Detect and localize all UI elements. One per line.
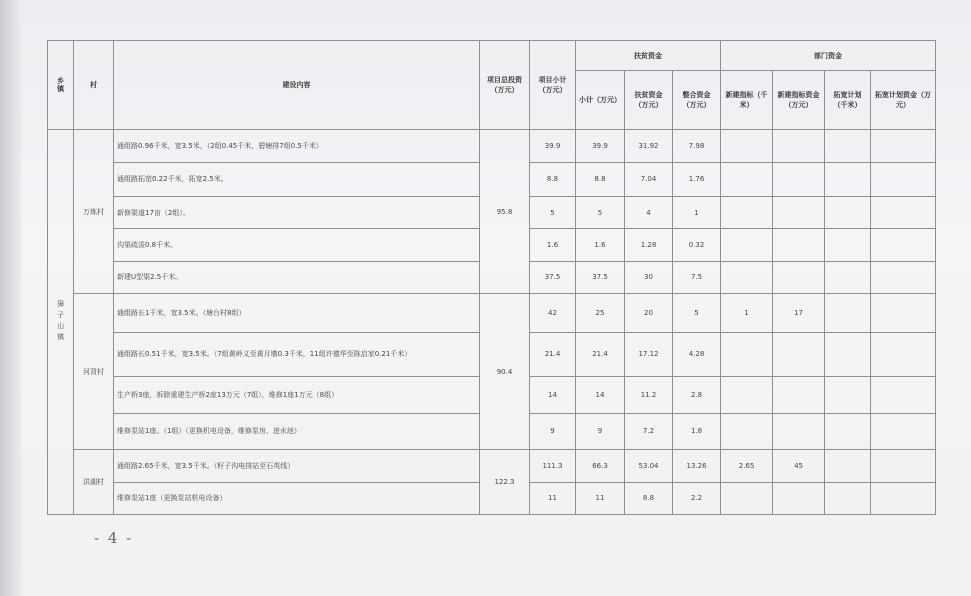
cell-d4 xyxy=(871,377,936,413)
cell-d4 xyxy=(871,413,936,449)
cell-pf-integrate: 5 xyxy=(673,294,721,332)
cell-pf-integrate: 7.98 xyxy=(673,130,721,162)
cell-pf-poverty: 31.92 xyxy=(625,130,673,162)
header-content: 建设内容 xyxy=(114,41,480,130)
cell-d1 xyxy=(721,196,773,228)
cell-subtotal: 1.6 xyxy=(530,229,576,261)
cell-pf-poverty: 4 xyxy=(625,196,673,228)
cell-d1: 2.65 xyxy=(721,450,773,482)
cell-d2 xyxy=(773,229,825,261)
cell-d1 xyxy=(721,130,773,162)
cell-d4 xyxy=(871,450,936,482)
header-poverty-funds: 扶贫资金 xyxy=(576,41,721,71)
header-df-new-index-funds: 新建指标资金（万元） xyxy=(773,71,825,130)
cell-d3 xyxy=(825,332,871,377)
cell-d3 xyxy=(825,261,871,293)
cell-subtotal: 21.4 xyxy=(530,332,576,377)
cell-pf-integrate: 7.5 xyxy=(673,261,721,293)
cell-d3 xyxy=(825,229,871,261)
cell-d4 xyxy=(871,332,936,377)
table-row-content: 新修渠道17亩（2组）。 xyxy=(114,196,480,228)
cell-d4 xyxy=(871,162,936,196)
cell-pf-integrate: 1.76 xyxy=(673,162,721,196)
table-row-content: 生产桥3座，拆除重建生产桥2座13万元（7组），维修1座1万元（8组） xyxy=(114,377,480,413)
cell-pf-integrate: 2.2 xyxy=(673,482,721,514)
header-dept-funds: 部门资金 xyxy=(721,41,936,71)
table-row-content: 通组路2.65千米，宽3.5千米。（籽子沟电排站至石英线） xyxy=(114,450,480,482)
cell-pf-subtotal: 9 xyxy=(576,413,625,449)
cell-d2 xyxy=(773,413,825,449)
table-row-content: 通组路长1千米，宽3.5米。（塘台村8组） xyxy=(114,294,480,332)
cell-pf-poverty: 1.28 xyxy=(625,229,673,261)
cell-d3 xyxy=(825,294,871,332)
cell-d3 xyxy=(825,196,871,228)
cell-d4 xyxy=(871,261,936,293)
header-pf-subtotal: 小计（万元） xyxy=(576,71,625,130)
cell-pf-integrate: 0.32 xyxy=(673,229,721,261)
cell-subtotal: 39.9 xyxy=(530,130,576,162)
cell-pf-integrate: 4.28 xyxy=(673,332,721,377)
cell-pf-poverty: 7.2 xyxy=(625,413,673,449)
header-township: 乡镇 xyxy=(48,41,74,130)
header-df-expand-plan: 拓宽计划（千米） xyxy=(825,71,871,130)
header-total-invest: 项目总投资（万元） xyxy=(480,41,530,130)
cell-d2 xyxy=(773,162,825,196)
cell-d3 xyxy=(825,413,871,449)
cell-d3 xyxy=(825,377,871,413)
village-total: 95.8 xyxy=(480,130,530,294)
cell-subtotal: 9 xyxy=(530,413,576,449)
cell-pf-integrate: 1.8 xyxy=(673,413,721,449)
cell-d2: 45 xyxy=(773,450,825,482)
cell-d2 xyxy=(773,196,825,228)
cell-d1 xyxy=(721,332,773,377)
cell-pf-subtotal: 1.6 xyxy=(576,229,625,261)
cell-d1 xyxy=(721,413,773,449)
cell-d2 xyxy=(773,482,825,514)
cell-d2: 17 xyxy=(773,294,825,332)
cell-d2 xyxy=(773,130,825,162)
cell-subtotal: 14 xyxy=(530,377,576,413)
village-total: 122.3 xyxy=(480,450,530,515)
cell-pf-subtotal: 5 xyxy=(576,196,625,228)
header-project-subtotal: 项目小计（万元） xyxy=(530,41,576,130)
cell-d1 xyxy=(721,261,773,293)
cell-pf-subtotal: 11 xyxy=(576,482,625,514)
cell-pf-subtotal: 25 xyxy=(576,294,625,332)
township-cell: 獐子山镇 xyxy=(48,130,74,515)
table-row-content: 通组路拓宽0.22千米，拓宽2.5米。 xyxy=(114,162,480,196)
table-row-content: 新建U型渠2.5千米。 xyxy=(114,261,480,293)
cell-pf-subtotal: 8.8 xyxy=(576,162,625,196)
cell-d2 xyxy=(773,332,825,377)
cell-d3 xyxy=(825,162,871,196)
cell-pf-integrate: 13.26 xyxy=(673,450,721,482)
header-pf-integrate: 整合资金（万元） xyxy=(673,71,721,130)
header-pf-poverty: 扶贫资金（万元） xyxy=(625,71,673,130)
cell-pf-poverty: 17.12 xyxy=(625,332,673,377)
header-village: 村 xyxy=(74,41,114,130)
project-table xyxy=(47,40,936,515)
cell-d3 xyxy=(825,130,871,162)
cell-d1 xyxy=(721,162,773,196)
cell-pf-integrate: 2.8 xyxy=(673,377,721,413)
cell-pf-poverty: 20 xyxy=(625,294,673,332)
cell-subtotal: 5 xyxy=(530,196,576,228)
cell-d2 xyxy=(773,377,825,413)
cell-d4 xyxy=(871,482,936,514)
village-cell: 洪湖村 xyxy=(74,450,114,515)
page-number: - 4 - xyxy=(94,529,134,547)
cell-pf-subtotal: 21.4 xyxy=(576,332,625,377)
cell-pf-subtotal: 39.9 xyxy=(576,130,625,162)
cell-d1: 1 xyxy=(721,294,773,332)
cell-subtotal: 37.5 xyxy=(530,261,576,293)
cell-pf-poverty: 53.04 xyxy=(625,450,673,482)
header-df-expand-plan-funds: 拓宽计划资金（万元） xyxy=(871,71,936,130)
cell-pf-subtotal: 37.5 xyxy=(576,261,625,293)
table-row-content: 维修泵站1座。（1组）（更换机电设备，维修泵房，进水池） xyxy=(114,413,480,449)
village-cell: 河背村 xyxy=(74,294,114,450)
cell-subtotal: 42 xyxy=(530,294,576,332)
header-df-new-index: 新建指标（千米） xyxy=(721,71,773,130)
table-row-content: 通组路0.96千米，宽3.5米，（2组0.45千米，碧塘排7组0.5千米） xyxy=(114,130,480,162)
cell-pf-poverty: 30 xyxy=(625,261,673,293)
cell-pf-poverty: 7.04 xyxy=(625,162,673,196)
table-row-content: 维修泵站1座（更换泵站机电设备） xyxy=(114,482,480,514)
cell-pf-poverty: 8.8 xyxy=(625,482,673,514)
table-row-content: 通组路长0.51千米，宽3.5米。（7组黄岭义至黄月墩0.3千米，11组许德华至陈启家0.21千米） xyxy=(114,332,480,377)
cell-d1 xyxy=(721,482,773,514)
cell-pf-poverty: 11.2 xyxy=(625,377,673,413)
village-total: 90.4 xyxy=(480,294,530,450)
cell-d1 xyxy=(721,377,773,413)
cell-pf-subtotal: 14 xyxy=(576,377,625,413)
cell-d1 xyxy=(721,229,773,261)
cell-subtotal: 111.3 xyxy=(530,450,576,482)
village-cell: 万炼村 xyxy=(74,130,114,294)
cell-d2 xyxy=(773,261,825,293)
cell-pf-integrate: 1 xyxy=(673,196,721,228)
table-row-content: 沟渠疏浚0.8千米。 xyxy=(114,229,480,261)
cell-pf-subtotal: 66.3 xyxy=(576,450,625,482)
cell-d4 xyxy=(871,130,936,162)
cell-d4 xyxy=(871,294,936,332)
cell-d3 xyxy=(825,450,871,482)
cell-d4 xyxy=(871,196,936,228)
page-edge-shadow xyxy=(0,0,22,596)
cell-subtotal: 11 xyxy=(530,482,576,514)
cell-d4 xyxy=(871,229,936,261)
cell-subtotal: 8.8 xyxy=(530,162,576,196)
cell-d3 xyxy=(825,482,871,514)
